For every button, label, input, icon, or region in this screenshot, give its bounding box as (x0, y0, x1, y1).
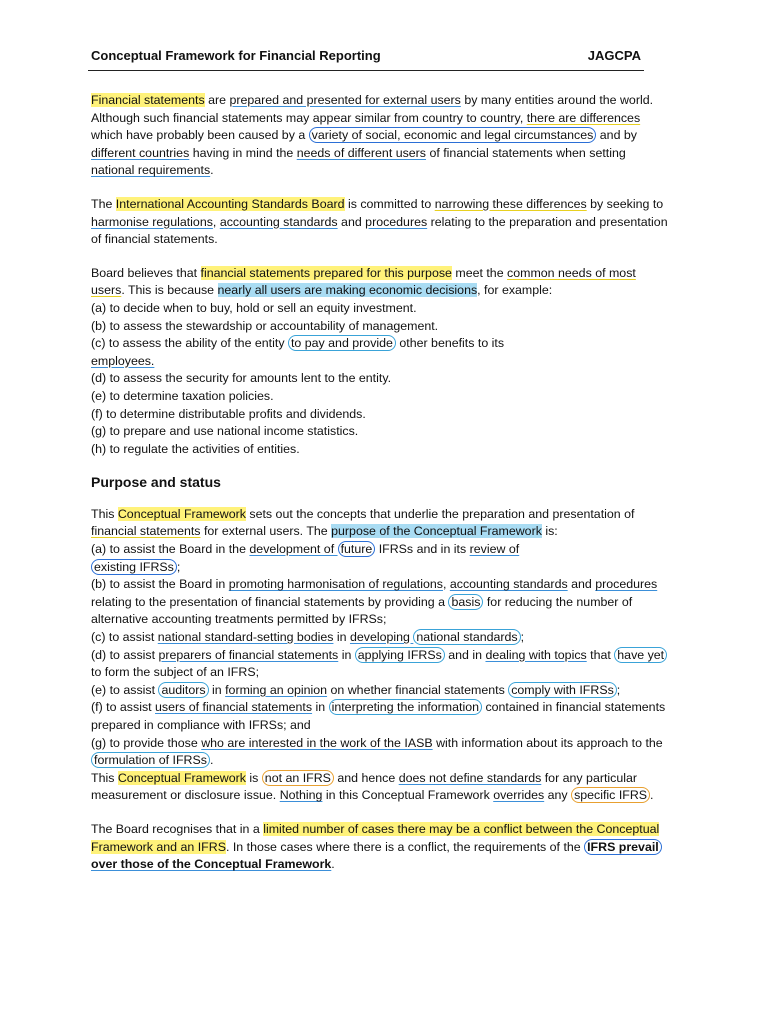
list-item (91, 541, 671, 576)
ul-financial-statements: financial statements (91, 524, 201, 539)
list-item: (h) to regulate the activities of entities. (91, 441, 300, 456)
ul-developing: developing (349, 630, 414, 645)
hl-purpose-framework: purpose of the Conceptual Framework (331, 524, 542, 539)
list-item (91, 735, 671, 770)
text: to form the subject of an IFRS; (91, 665, 260, 680)
text: (c) to assess the ability of the entity (91, 336, 288, 351)
text: (f) to assist (91, 700, 156, 715)
text: by many entities around the world. Although such financial statements may appear similar from country to country, (91, 93, 654, 125)
circle-national-standards: national standards (413, 629, 520, 645)
ul-national-requirements: national requirements (91, 163, 211, 178)
circle-basis: basis (448, 594, 483, 610)
circle-specific-ifrs: specific IFRS (571, 787, 650, 803)
text: ; (616, 682, 621, 697)
ul-procedures: procedures (595, 577, 658, 592)
ul-there-are-differences: there are differences (526, 110, 641, 125)
ul-development: development of (249, 542, 338, 557)
ul-dealing-topics: dealing with topics (485, 647, 587, 662)
ul-different-countries: different countries (91, 145, 190, 160)
circle-have-yet: have yet (614, 647, 667, 663)
text: for external users. The (200, 524, 332, 539)
circle-comply-ifrss: comply with IFRSs (508, 682, 617, 698)
circle-not-an-ifrs: not an IFRS (262, 770, 334, 786)
list-item: (d) to assess the security for amounts lent to the entity. (91, 371, 392, 386)
hl-conceptual-framework: Conceptual Framework (117, 506, 246, 521)
ul-standard-setting: national standard-setting bodies (157, 630, 334, 645)
circle-future: future (338, 541, 376, 557)
text: ; (520, 630, 525, 645)
list-item (91, 576, 671, 629)
text: for reducing the number of alternative accounting treatments permitted by IFRSs; (91, 594, 633, 627)
text: in (312, 700, 329, 715)
users-list (91, 300, 671, 458)
text: is (245, 770, 262, 785)
list-item (91, 647, 671, 682)
text: meet the (451, 265, 508, 280)
text: . (331, 857, 335, 872)
text: with information about its approach to the (432, 735, 663, 750)
text: any (544, 788, 572, 803)
hl-financial-statements: Financial statements (91, 93, 205, 107)
ul-nothing: Nothing (279, 788, 323, 803)
text: , (442, 577, 450, 592)
text: ; (176, 559, 181, 574)
text: relating to the presentation of financial statements by providing a (91, 594, 449, 609)
text: in (333, 630, 350, 645)
text: of financial statements when setting (426, 145, 626, 160)
text: (d) to assist (91, 647, 159, 662)
text: and (337, 214, 366, 229)
text: (g) to provide those (91, 735, 202, 750)
text: in (338, 647, 355, 662)
ul-forming-opinion: forming an opinion (225, 682, 328, 697)
hl-economic-decisions: nearly all users are making economic decisions (217, 283, 478, 298)
list-item: (a) to decide when to buy, hold or sell an equity investment. (91, 300, 417, 315)
circle-variety-circumstances: variety of social, economic and legal circumstances (309, 127, 597, 143)
text: relating to the preparation and presentation of financial statements. (91, 214, 668, 247)
ul-needs-users: needs of different users (296, 145, 427, 160)
text: are (204, 93, 230, 107)
ul-review: review of (469, 542, 520, 557)
text: . (209, 753, 214, 768)
ul-not-define: does not define standards (398, 770, 542, 785)
paragraph-iasb (91, 196, 671, 249)
text: and (567, 577, 596, 592)
text: (c) to assist (91, 630, 158, 645)
purpose-list (91, 541, 671, 805)
document-body (91, 92, 671, 890)
text: that (586, 647, 615, 662)
text: , (212, 214, 220, 229)
text: and in (444, 647, 486, 662)
text: IFRSs and in its (375, 542, 470, 557)
text: is committed to (344, 196, 435, 211)
text: . In those cases where there is a conflict, the requirements of the (225, 839, 585, 854)
text: The (91, 196, 116, 211)
list-item: (b) to assess the stewardship or accountability of management. (91, 318, 439, 333)
ul-promoting: promoting harmonisation of regulations (228, 577, 443, 592)
header-org: JAGCPA (587, 48, 641, 63)
text: (a) to assist the Board in the (91, 542, 250, 557)
list-item (91, 335, 671, 370)
paragraph-conflict (91, 821, 671, 874)
hl-conceptual-framework: Conceptual Framework (117, 770, 246, 785)
text: . This is because (121, 283, 218, 298)
ul-accounting-standards: accounting standards (449, 577, 568, 592)
hl-limited-cases: limited number of cases there may be a conflict between the Conceptual Framework and an IFRS (91, 821, 660, 854)
ul-prepared-presented: prepared and presented for external users (229, 93, 461, 107)
circle-formulation: formulation of IFRSs (91, 752, 210, 768)
header-rule (88, 70, 644, 71)
text: on whether financial statements (327, 682, 509, 697)
hl-fs-purpose: financial statements prepared for this purpose (200, 265, 452, 280)
text: , for example: (477, 283, 553, 298)
text: (e) to assist (91, 682, 159, 697)
text: by seeking to (586, 196, 664, 211)
circle-interpreting: interpreting the information (329, 699, 482, 715)
text: which have probably been caused by a (91, 128, 309, 143)
circle-applying-ifrss: applying IFRSs (355, 647, 445, 663)
list-item (91, 699, 671, 734)
ul-harmonise: harmonise regulations (91, 214, 213, 229)
text: contained in financial statements prepared in compliance with IFRSs; and (91, 700, 666, 732)
hl-iasb: International Accounting Standards Board (115, 196, 345, 211)
text: having in mind the (189, 145, 297, 160)
text: This (91, 506, 118, 521)
paragraph-purpose (91, 506, 671, 541)
ul-users-fs: users of financial statements (155, 700, 313, 715)
ul-procedures: procedures (365, 214, 428, 229)
text: in this Conceptual Framework (322, 788, 494, 803)
circle-auditors: auditors (158, 682, 208, 698)
text: other benefits to its (395, 336, 505, 351)
paragraph-board-believes (91, 265, 671, 300)
text: . (650, 788, 654, 803)
paragraph-intro (91, 92, 671, 180)
text: . (210, 163, 214, 178)
text: This (91, 770, 118, 785)
ul-over-those: over those of the Conceptual Framework (91, 857, 332, 872)
section-heading: Purpose and status (91, 474, 221, 491)
text: and hence (333, 770, 399, 785)
list-item: (f) to determine distributable profits and dividends. (91, 406, 366, 421)
text: sets out the concepts that underlie the preparation and presentation of (245, 506, 635, 521)
text: The Board recognises that in a (91, 821, 264, 836)
ul-interested-iasb: who are interested in the work of the IASB (201, 735, 433, 750)
list-item (91, 770, 671, 805)
ul-narrowing: narrowing these differences (434, 196, 587, 211)
text: (b) to assist the Board in (91, 577, 229, 592)
circle-pay-provide: to pay and provide (288, 335, 396, 351)
circle-ifrs-prevail: IFRS prevail (584, 839, 662, 855)
text: in (208, 682, 226, 697)
ul-overrides: overrides (493, 788, 545, 803)
list-item (91, 629, 671, 647)
ul-accounting-standards: accounting standards (219, 214, 338, 229)
list-item: (e) to determine taxation policies. (91, 388, 274, 403)
list-item (91, 682, 671, 700)
circle-existing-ifrss: existing IFRSs (91, 559, 177, 575)
text: is: (541, 524, 558, 539)
text: Board believes that (91, 265, 201, 280)
ul-common-needs: common needs of most users (91, 265, 636, 298)
text: and by (596, 128, 637, 143)
ul-employees: employees. (91, 353, 155, 368)
header-title: Conceptual Framework for Financial Reporting (91, 48, 381, 63)
list-item: (g) to prepare and use national income statistics. (91, 424, 359, 439)
ul-preparers: preparers of financial statements (158, 647, 339, 662)
text: for any particular measurement or disclosure issue. (91, 770, 638, 803)
